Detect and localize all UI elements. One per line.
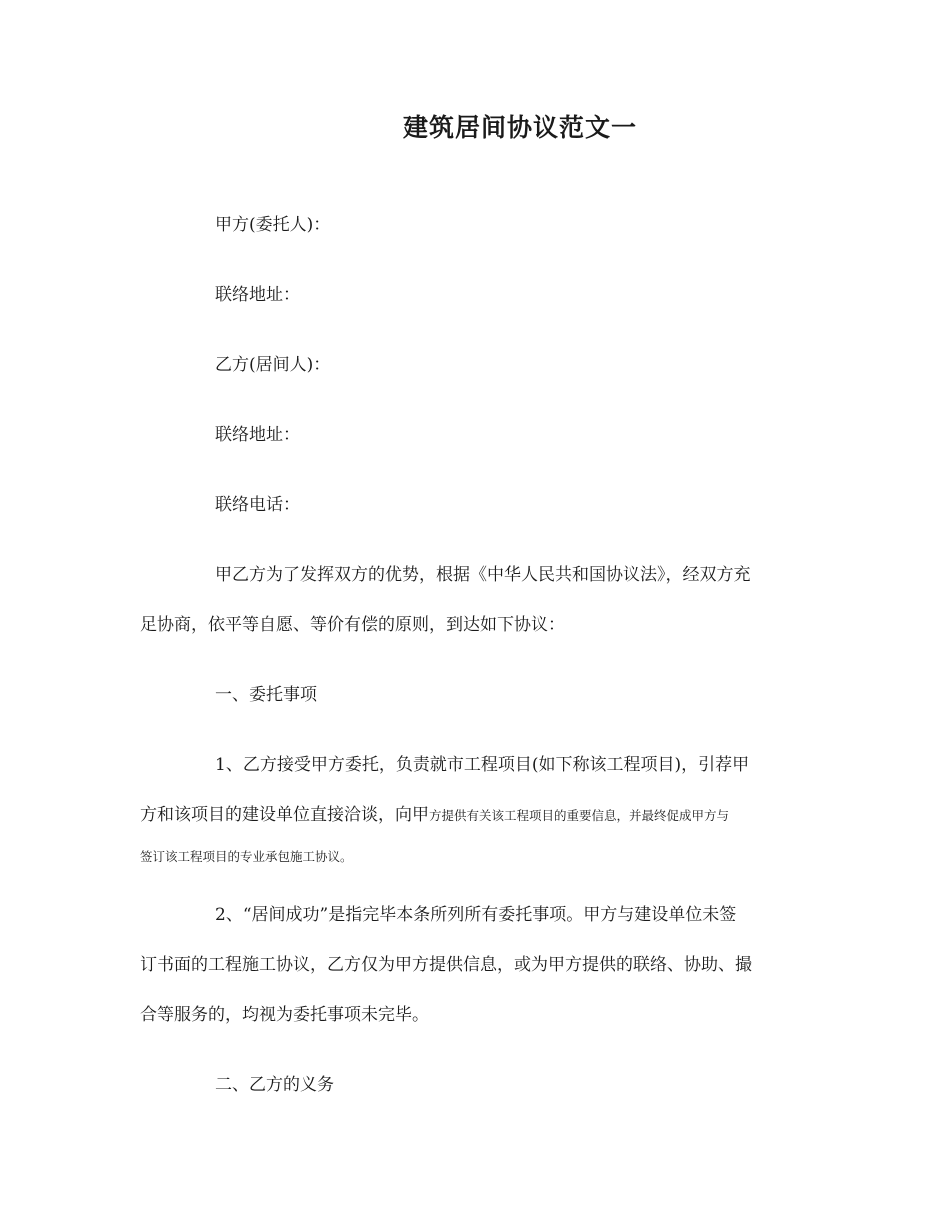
item-2-line-2: 订书面的工程施工协议，乙方仅为甲方提供信息，或为甲方提供的联络、协助、撮 (140, 955, 752, 975)
item-1-line-2-main: 方和该项目的建设单位直接洽谈，向甲 (140, 805, 429, 825)
item-1-line-2-small: 方提供有关该工程项目的重要信息，并最终促成甲方与 (429, 808, 730, 823)
item-1-line-2 (140, 803, 729, 828)
party-a-address-label: 联络地址： (215, 285, 300, 305)
party-a-label: 甲方(委托人)： (215, 215, 331, 235)
item-2-line-3: 合等服务的，均视为委托事项未完毕。 (140, 1005, 429, 1025)
intro-paragraph-line-1: 甲乙方为了发挥双方的优势，根据《中华人民共和国协议法》，经双方充 (215, 565, 751, 585)
section-1-heading: 一、委托事项 (215, 685, 317, 705)
item-1-line-1: 1、乙方接受甲方委托，负责就市工程项目(如下称该工程项目)，引荐甲 (215, 755, 750, 775)
party-b-label: 乙方(居间人)： (215, 355, 331, 375)
party-b-phone-label: 联络电话： (215, 495, 300, 515)
document-title: 建筑居间协议范文一 (402, 113, 637, 142)
section-2-heading: 二、乙方的义务 (215, 1075, 334, 1095)
item-2-line-1: 2、“居间成功”是指完毕本条所列所有委托事项。甲方与建设单位未签 (215, 905, 737, 925)
party-b-address-label: 联络地址： (215, 425, 300, 445)
intro-paragraph-line-2: 足协商，依平等自愿、等价有偿的原则，到达如下协议： (140, 615, 565, 635)
item-1-line-3: 签订该工程项目的专业承包施工协议。 (140, 849, 353, 864)
